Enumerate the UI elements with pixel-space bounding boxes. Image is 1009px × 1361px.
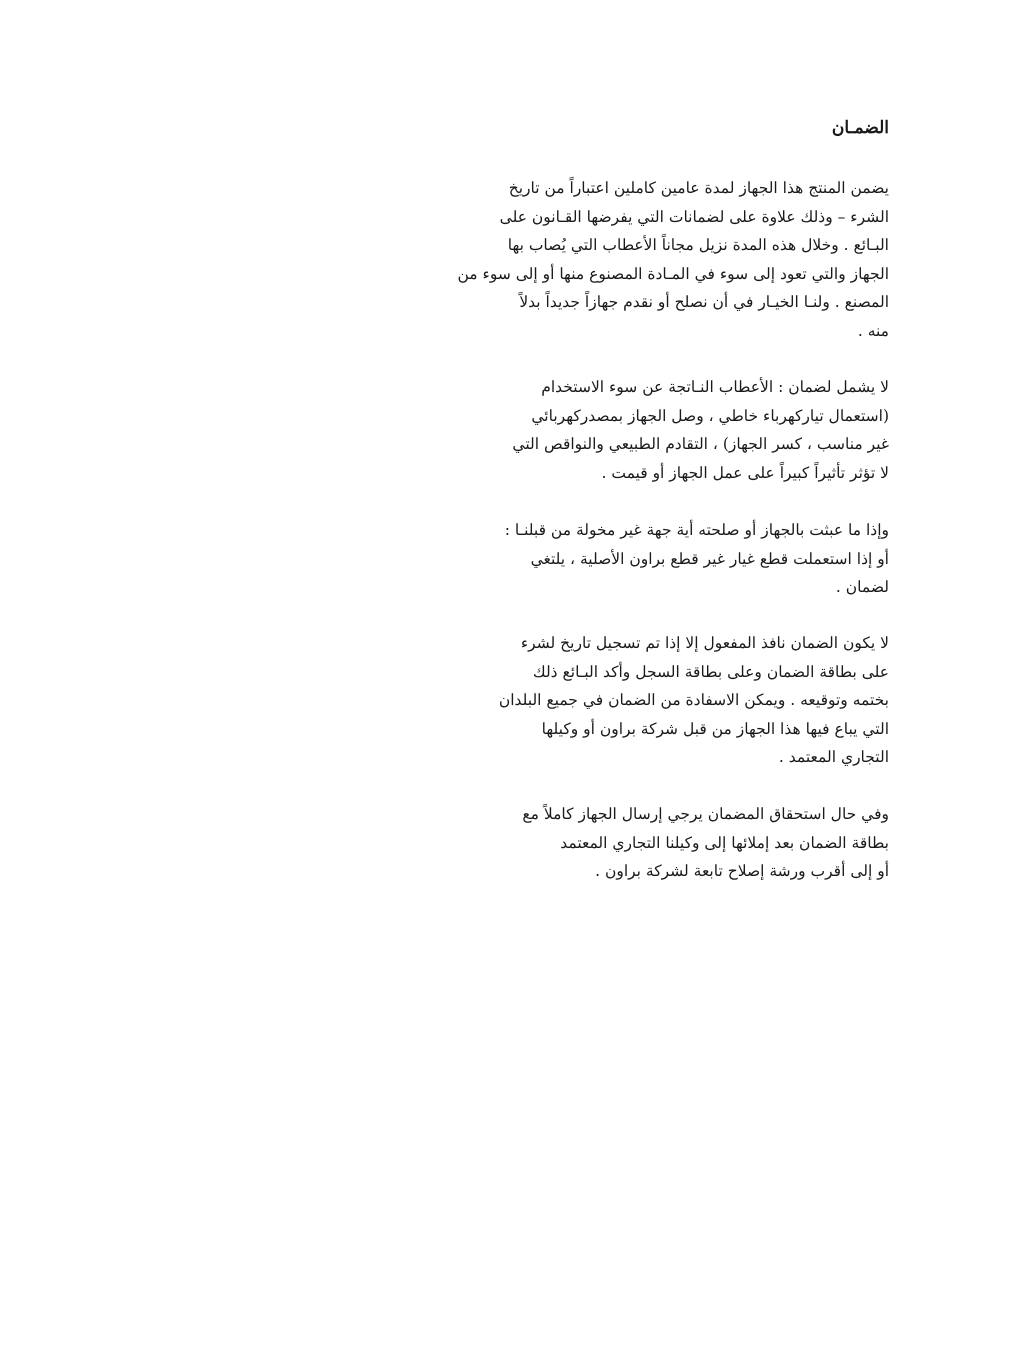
text-line: وفي حال استحقاق المضمان يرجي إرسال الجهاز كاملاً مع	[522, 805, 889, 823]
text-line: على بطاقة الضمان وعلى بطاقة السجل وأكد البـائع ذلك	[532, 662, 889, 681]
text-line: غير مناسب ، كسر الجهاز) ، التقادم الطبيعي والنواقص التي	[512, 435, 889, 454]
text-line: وإذا ما عبثت بالجهاز أو صلحته أية جهة غير مخولة من قبلنـا :	[504, 521, 889, 539]
text-line: لضمان .	[835, 578, 889, 597]
text-line: يضمن المنتج هذا الجهاز لمدة عامين كاملين اعتباراً من تاريخ	[508, 179, 889, 197]
text-line: المصنع . ولنـا الخيـار في أن نصلح أو نقدم جهازاً جديداً بدلاً	[519, 293, 889, 312]
paragraph-exclusions	[509, 373, 889, 487]
text-line: لا يشمل لضمان : الأعطاب النـاتجة عن سوء الاستخدام	[541, 378, 889, 396]
text-line: منه .	[857, 321, 889, 340]
text-line: لا يكون الضمان نافذ المفعول إلا إذا تم تسجيل تاريخ لشرء	[520, 634, 889, 652]
text-line: البـائع . وخلال هذه المدة نزيل مجاناً الأعطاب التي يُصاب بها	[507, 236, 889, 255]
paragraph-voiding	[504, 516, 889, 602]
text-line: التجاري المعتمد .	[778, 748, 889, 767]
text-line: الجهاز والتي تعود إلى سوء في المـادة المصنوع منها أو إلى سوء من	[457, 264, 889, 283]
text-line: أو إلى أقرب ورشة إصلاح تابعة لشركة براون .	[595, 862, 889, 881]
text-line: أو إذا استعملت قطع غيار غير قطع براون الأصلية ، يلتغي	[530, 549, 889, 568]
text-line: التي يباع فيها هذا الجهاز من قبل شركة براون أو وكيلها	[541, 719, 889, 738]
paragraph-warranty-coverage	[457, 174, 889, 346]
text-line: بختمه وتوقيعه . ويمكن الاسفادة من الضمان في جميع البلدان	[498, 691, 889, 710]
text-line: لا تؤثر تأثيراً كبيراً على عمل الجهاز أو قيمت .	[601, 463, 889, 482]
paragraph-claim-instructions	[509, 800, 889, 886]
text-line: بطاقة الضمان بعد إملائها إلى وكيلنا التجاري المعتمد	[560, 833, 889, 852]
paragraph-validity	[498, 629, 889, 772]
page-title: الضمـان	[831, 118, 889, 138]
text-line: الشرء – وذلك علاوة على لضمانات التي يفرضها القـانون على	[499, 207, 889, 226]
text-line: (استعمال تياركهرباء خاطي ، وصل الجهاز بمصدركهربائي	[531, 406, 889, 425]
